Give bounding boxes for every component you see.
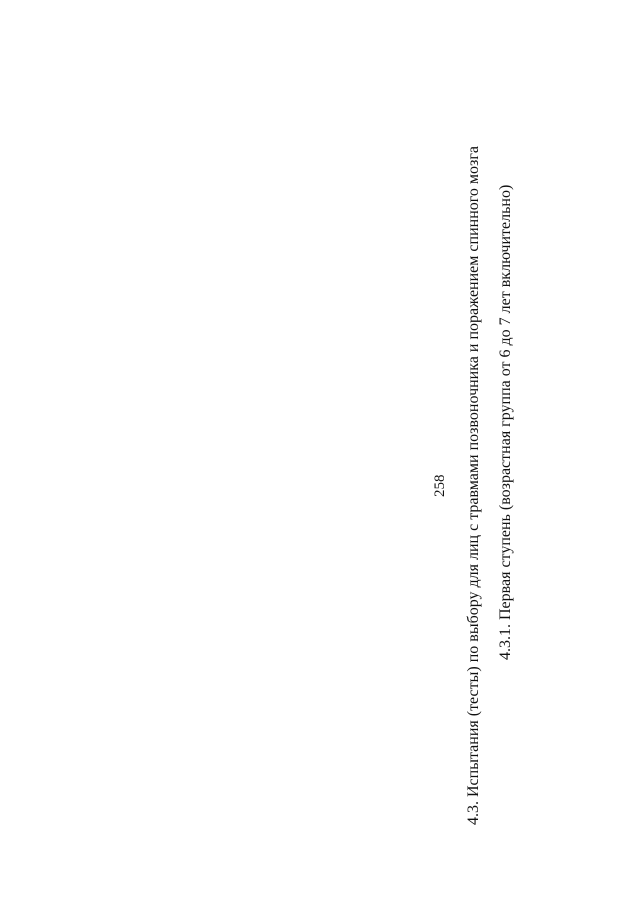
page-number: 258 (432, 474, 448, 497)
subsection-heading: 4.3.1. Первая ступень (возрастная группа от 6 до 7 лет включительно) (497, 184, 514, 660)
section-heading: 4.3. Испытания (тесты) по выбору для лиц с травмами позвоночника и поражением спинного мозга (465, 145, 482, 825)
